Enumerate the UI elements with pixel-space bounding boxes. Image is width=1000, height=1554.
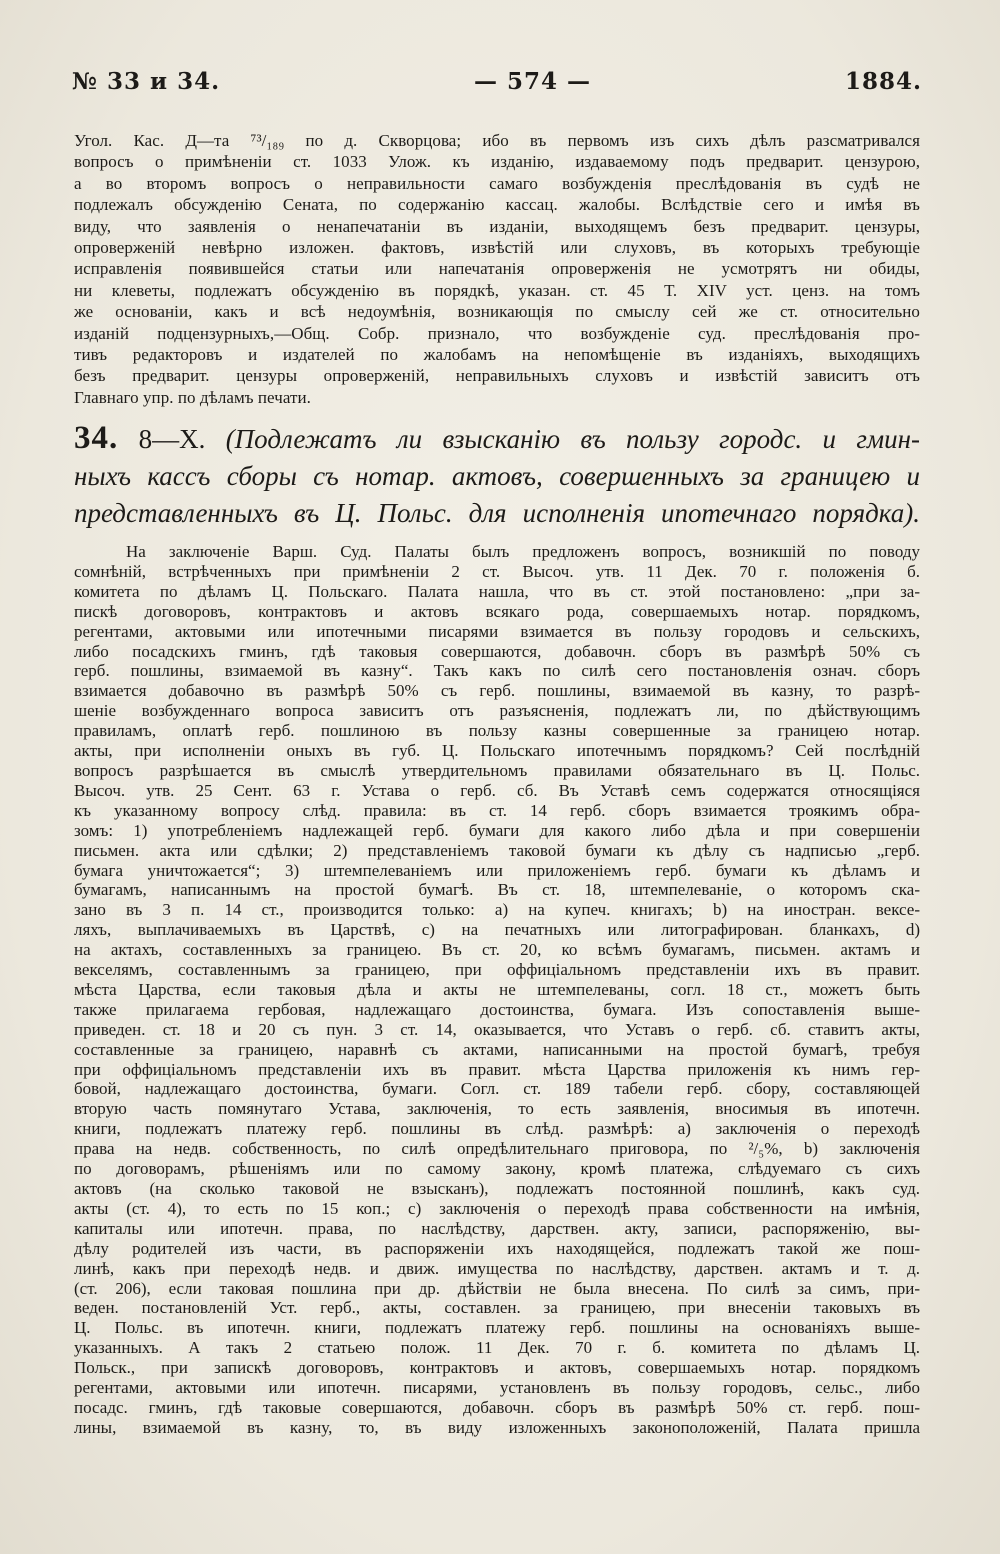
text-line: указанныхъ. А такъ 2 статьею полож. 11 Дек. 70 г. б. комитета по дѣламъ Ц. xyxy=(74,1338,920,1358)
text-line: къ указанному вопросу слѣд. правила: въ ст. 14 герб. сборъ взимается троякимъ обра- xyxy=(74,800,920,820)
text-line: составленные за границею, наравнѣ съ актами, написанными на простой бумагѣ, требуя xyxy=(74,1039,920,1059)
text-line: (ст. 206), если таковая пошлина при др. дѣйствіи не была внесена. По силѣ за симъ, при- xyxy=(74,1278,920,1298)
text-line: линѣ, какъ при переходѣ недв. и движ. имущества по наслѣдству, дарствен. актамъ и т. д. xyxy=(74,1258,920,1278)
text-line: либо посадскихъ гминъ, гдѣ таковыя совершаются, добавочн. сборъ въ размѣрѣ 50% съ xyxy=(74,641,920,661)
text-line: На заключеніе Варш. Суд. Палаты былъ предложенъ вопросъ, возникшій по поводу xyxy=(126,542,920,561)
text-line: права на недв. собственность, по силѣ опредѣлительнаго приговора, по ²/₅%, b) заключенія xyxy=(74,1139,920,1159)
text-line: регентами, актовыми или ипотечн. писарями, установленъ въ пользу городовъ, сельс., либо xyxy=(74,1378,920,1398)
text-line: ни клеветы, подлежатъ обсужденію въ порядкѣ, указан. ст. 45 Т. XIV уст. ценз. на томъ xyxy=(74,280,920,300)
text-line: изданій подцензурныхъ,—Общ. Собр. признало, что возбужденіе суд. преслѣдованія про- xyxy=(74,323,920,343)
text-line: пискѣ договоровъ, контрактовъ и актовъ всякаго рода, совершаемыхъ нотар. порядкомъ, xyxy=(74,601,920,621)
text-line: виду, что заявленія о ненапечатаніи въ изданіи, выходящемъ безъ предварит. цензуры, xyxy=(74,216,920,236)
section-heading xyxy=(74,420,920,532)
text-line: при оффиціальномъ представленіи ихъ въ правит. мѣста Царства приложенія къ нимъ гер- xyxy=(74,1059,920,1079)
text-line: Высоч. утв. 25 Сент. 63 г. Устава о герб. сб. Въ Уставѣ семъ содержатся относящіяся xyxy=(74,780,920,800)
text-line: бовой, надлежащаго достоинства, бумаги. Согл. ст. 189 табели герб. сбору, составляющей xyxy=(74,1079,920,1099)
text-line: же основаніи, какъ и всѣ недоумѣнія, возникающія по смыслу сей же ст. относительно xyxy=(74,302,920,322)
page-number: — 574 — xyxy=(474,68,592,95)
text-line: комитета по дѣламъ Ц. Польскаго. Палата нашла, что въ ст. этой постановлено: „при за- xyxy=(74,581,920,601)
text-line: правиламъ, оплатѣ герб. пошлиною въ пользу казны совершенные за границею нотар. xyxy=(74,721,920,741)
text-line: книги, подлежатъ платежу герб. пошлины въ слѣд. размѣрѣ: a) заключенія о переходѣ xyxy=(74,1119,920,1139)
text-line: Главнаго упр. по дѣламъ печати. xyxy=(74,387,311,407)
text-line: ляхъ, выплачиваемыхъ въ Царствѣ, c) на печатныхъ или литографирован. бланкахъ, d) xyxy=(74,920,920,940)
text-line: вопросъ о примѣненіи ст. 1033 Улож. къ изданію, издаваемому подъ предварит. цензурою, xyxy=(74,152,920,172)
text-line: а во второмъ вопросъ о неправильности самаго возбужденія преслѣдованія въ судѣ не xyxy=(74,173,920,193)
text-line: по договорамъ, рѣшеніямъ или по самому закону, кромѣ платежа, слѣдуемаго съ сихъ xyxy=(74,1159,920,1179)
text-line: на актахъ, составленныхъ за границею. Въ ст. 20, ко всѣмъ бумагамъ, письмен. актамъ и xyxy=(74,940,920,960)
intro-paragraph xyxy=(74,130,920,408)
text-line: герб. пошлины, взимаемой въ казну“. Такъ какъ по силѣ сего постановленія означ. сборъ xyxy=(74,661,920,681)
heading-line-2: ныхъ кассъ сборы съ нотар. актовъ, совершенныхъ за границею и xyxy=(74,461,920,491)
text-line: подлежалъ обсужденію Сената, по содержанію кассац. жалобы. Вслѣдствіе сего и имѣя въ xyxy=(74,195,920,215)
text-line: веден. постановленій Уст. герб., акты, составлен. за границею, при внесеніи таковыхъ въ xyxy=(74,1298,920,1318)
text-line: тивъ редакторовъ и издателей по жалобамъ на непомѣщеніе въ изданіяхъ, выходящихъ xyxy=(74,345,920,365)
text-line: вторую часть помянутаго Устава, заключенія, то есть заявленія, вносимыя въ ипотечн. xyxy=(74,1099,920,1119)
text-line: актовъ (на сколько таковой не взысканъ), подлежатъ постоянной пошлинѣ, какъ суд. xyxy=(74,1179,920,1198)
text-line: опроверженій невѣрно изложен. фактовъ, извѣстій или слуховъ, въ которыхъ требующіе xyxy=(74,238,920,258)
text-line: акты, при исполненіи оныхъ въ губ. Ц. Польскаго ипотечнымъ порядкомъ? Сей послѣдній xyxy=(74,741,920,761)
text-line: бумага уничтожается“; 3) штемпелеваніемъ или приложеніемъ герб. бумаги къ дѣламъ и xyxy=(74,860,920,880)
text-line: письмен. акта или сдѣлки; 2) представленіемъ таковой бумаги къ дѣлу съ надписью „герб. xyxy=(74,840,920,860)
text-line: Угол. Кас. Д—та ⁷³/₁₈₉ по д. Скворцова; ибо въ первомъ изъ сихъ дѣлъ разсматривался xyxy=(74,131,920,150)
page-header xyxy=(72,68,922,104)
text-line: приведен. ст. 18 и 20 съ пун. 3 ст. 14, оказывается, что Уставъ о герб. сб. ставитъ акты, xyxy=(74,1019,920,1039)
heading-title-1: (Подлежатъ ли взысканію въ пользу городс. и гмин- xyxy=(225,424,920,454)
section-number: 34. xyxy=(74,420,119,456)
text-line: капиталы или ипотечн. права, по наслѣдству, дарствен. акту, записи, распоряженію, вы- xyxy=(74,1218,920,1238)
text-line: бумагамъ, написаннымъ на простой бумагѣ. Въ ст. 18, штемпелеваніе, о которомъ ска- xyxy=(74,880,920,900)
body-paragraph xyxy=(74,542,920,1438)
text-line: акты (ст. 4), то есть по 15 коп.; c) заключенія о переходѣ права собственности на имѣнія, xyxy=(74,1198,920,1218)
text-line: зомъ: 1) употребленіемъ надлежащей герб. бумаги для какого либо дѣла и при совершеніи xyxy=(74,820,920,840)
text-line: шеніе возбужденнаго вопроса зависитъ отъ разъясненія, подлежатъ ли, по дѣйствующимъ xyxy=(74,701,920,721)
text-line: безъ предварит. цензуры опроверженій, неправильныхъ слуховъ и извѣстій зависитъ отъ xyxy=(74,366,920,386)
text-line: мѣста Царства, если таковыя дѣла и акты не штемпелеваны, согл. 18 ст., можетъ быть xyxy=(74,979,920,999)
text-line: регентами, актовыми или ипотечными писарями взимается въ пользу городовъ и сельскихъ, xyxy=(74,621,920,641)
text-line: векселямъ, составленнымъ за границею, при оффиціальномъ представленіи ихъ въ правит. xyxy=(74,960,920,980)
text-line: взимается добавочно въ размѣрѣ 50% съ герб. пошлины, взимаемой въ казну, то разрѣ- xyxy=(74,681,920,701)
text-line: зано въ 3 п. 14 ст., производится только: a) на купеч. книгахъ; b) на иностран. вексе- xyxy=(74,900,920,920)
issue-number: № 33 и 34. xyxy=(72,68,221,95)
text-line: Ц. Польс. въ ипотечн. книги, подлежатъ платежу герб. пошлины на основаніяхъ выше- xyxy=(74,1318,920,1338)
text-line: также прилагаема гербовая, надлежащаго достоинства, бумага. Изъ сопоставленія выше- xyxy=(74,999,920,1019)
heading-line-3: представленныхъ въ Ц. Польс. для исполненія ипотечнаго порядка). xyxy=(74,498,920,528)
heading-line-1 xyxy=(74,420,920,458)
text-line: лины, взимаемой въ казну, то, въ виду изложенныхъ законоположеній, Палата пришла xyxy=(74,1417,920,1437)
text-line: Польск., при запискѣ договоровъ, контрактовъ и актовъ, совершаемыхъ нотар. порядкомъ xyxy=(74,1358,920,1378)
year: 1884. xyxy=(844,68,922,95)
text-line: сомнѣній, встрѣченныхъ при примѣненіи 2 ст. Высоч. утв. 11 Дек. 70 г. положенія б. xyxy=(74,561,920,581)
text-line: посадс. гминъ, гдѣ таковые совершаются, добавочн. сборъ въ размѣрѣ 50% ст. герб. пош- xyxy=(74,1397,920,1417)
text-line: вопросъ разрѣшается въ смыслѣ утвердительномъ правилами обязательнаго въ Ц. Польс. xyxy=(74,760,920,780)
text-line: исправленія появившейся статьи или напечатанія опроверженія не усмотрятъ ни обиды, xyxy=(74,259,920,279)
section-date: 8—X. xyxy=(138,424,206,454)
text-line: дѣлу родителей изъ части, въ распоряженіи ихъ находящейся, подлежатъ такой же пош- xyxy=(74,1238,920,1258)
